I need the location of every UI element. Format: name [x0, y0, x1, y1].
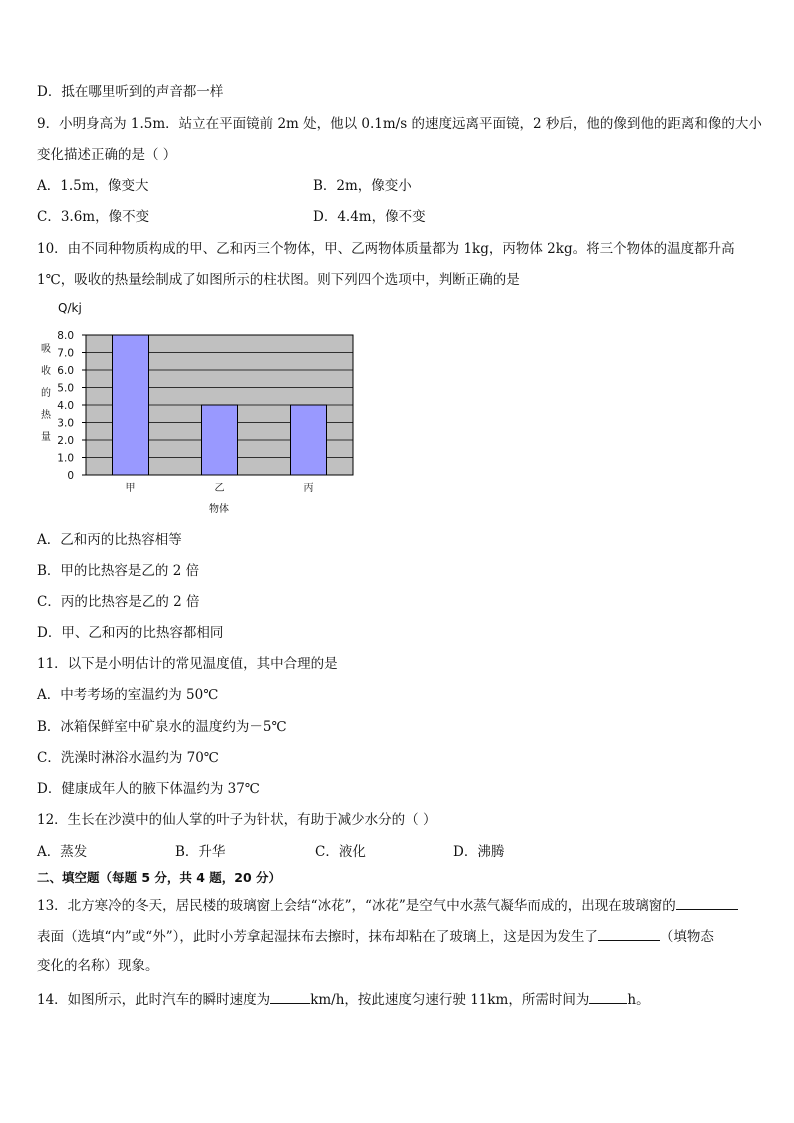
- x-axis-label: 物体: [209, 504, 229, 515]
- y-tick-label: 6.0: [57, 365, 74, 377]
- q14-line: [37, 989, 650, 1009]
- bar-3: [291, 405, 327, 475]
- q9-option-c: C．3.6m，像不变: [37, 209, 150, 225]
- y-label-char: 热: [41, 410, 51, 421]
- y-label-char: 的: [41, 388, 51, 399]
- q11-option-d: D．健康成年人的腋下体温约为 37℃: [37, 781, 260, 797]
- q11-option-c: C．洗澡时淋浴水温约为 70℃: [37, 750, 219, 766]
- y-tick-label: 5.0: [57, 382, 74, 395]
- y-tick-labels: [57, 330, 74, 482]
- q13-text-1: 13．北方寒冷的冬天，居民楼的玻璃窗上会结“冰花”，“冰花”是空气中水蒸气凝华而成的，出现在玻璃窗的: [37, 898, 676, 914]
- q10-stem-line1: 10．由不同种物质构成的甲、乙和丙三个物体，甲、乙两物体质量都为 1kg，丙物体 2kg。将三个物体的温度都升高: [37, 241, 735, 257]
- heat-bar-chart: [0, 290, 400, 520]
- q14-blank-1[interactable]: [270, 989, 310, 1004]
- q12-stem: 12．生长在沙漠中的仙人掌的叶子为针状，有助于减少水分的（ ）: [37, 812, 437, 828]
- q11-stem: 11．以下是小明估计的常见温度值，其中合理的是: [37, 656, 338, 672]
- q10-option-a: A．乙和丙的比热容相等: [37, 532, 182, 548]
- y-tick-label: 4.0: [57, 400, 74, 412]
- q9-option-b: B．2m，像变小: [313, 178, 412, 194]
- q14-blank-2[interactable]: [589, 989, 627, 1004]
- q13-line1: [37, 895, 738, 915]
- q13-blank-1[interactable]: [676, 895, 738, 910]
- q9-stem-line1: 9．小明身高为 1.5m．站立在平面镜前 2m 处，他以 0.1m/s 的速度远离平面镜，2 秒后，他的像到他的距离和像的大小: [37, 116, 762, 132]
- bar-1: [113, 335, 149, 475]
- x-tick-label: 甲: [125, 483, 136, 494]
- y-unit-label: Q/kj: [58, 301, 82, 315]
- q13-text-2a: 表面（选填“内”或“外”），此时小芳拿起湿抹布去擦时，抹布却粘在了玻璃上，这是因为发生了: [37, 929, 598, 945]
- q9-stem-line2: 变化描述正确的是（ ）: [37, 147, 177, 163]
- q11-option-b: B．冰箱保鲜室中矿泉水的温度约为－5℃: [37, 719, 287, 735]
- y-label-char: 收: [41, 366, 51, 377]
- q13-text-2b: （填物态: [659, 929, 714, 945]
- q11-option-a: A．中考考场的室温约为 50℃: [37, 687, 219, 703]
- x-tick-label: 丙: [303, 483, 314, 494]
- q10-option-b: B．甲的比热容是乙的 2 倍: [37, 563, 200, 579]
- y-tick-label: 8.0: [57, 330, 74, 342]
- y-label-char: 吸: [41, 344, 51, 355]
- q10-option-c: C．丙的比热容是乙的 2 倍: [37, 594, 200, 610]
- q13-line3: 变化的名称）现象。: [37, 958, 159, 974]
- q13-line2: [37, 926, 714, 946]
- y-tick-label: 1.0: [57, 452, 74, 465]
- q8-option-d: D．抵在哪里听到的声音都一样: [37, 84, 224, 100]
- y-tick-label: 3.0: [57, 417, 74, 430]
- x-tick-label: 乙: [214, 483, 225, 494]
- q12-option-b: B．升华: [175, 844, 226, 860]
- q14-text-b: km/h，按此速度匀速行驶 11km，所需时间为: [310, 992, 590, 1008]
- section-title-fill-blank: 二、填空题（每题 5 分，共 4 题，20 分）: [37, 870, 282, 885]
- y-label-char: 量: [41, 432, 51, 443]
- q10-option-d: D．甲、乙和丙的比热容都相同: [37, 625, 224, 641]
- q9-option-d: D．4.4m，像不变: [313, 209, 426, 225]
- q12-option-a: A．蒸发: [37, 844, 88, 860]
- q14-text-c: h。: [627, 992, 650, 1008]
- q14-text-a: 14．如图所示，此时汽车的瞬时速度为: [37, 992, 271, 1008]
- bar-2: [202, 405, 238, 475]
- y-tick-label: 2.0: [57, 435, 74, 447]
- q12-option-c: C．液化: [315, 844, 366, 860]
- q9-option-a: A．1.5m，像变大: [37, 178, 149, 194]
- q10-stem-line2: 1℃，吸收的热量绘制成了如图所示的柱状图。则下列四个选项中，判断正确的是: [37, 272, 520, 288]
- x-tick-labels: [126, 482, 314, 494]
- y-tick-label: 0: [67, 470, 74, 482]
- q12-option-d: D．沸腾: [453, 844, 505, 860]
- q13-blank-2[interactable]: [598, 926, 660, 941]
- y-axis-vertical-label: [41, 343, 52, 443]
- y-tick-label: 7.0: [57, 347, 74, 360]
